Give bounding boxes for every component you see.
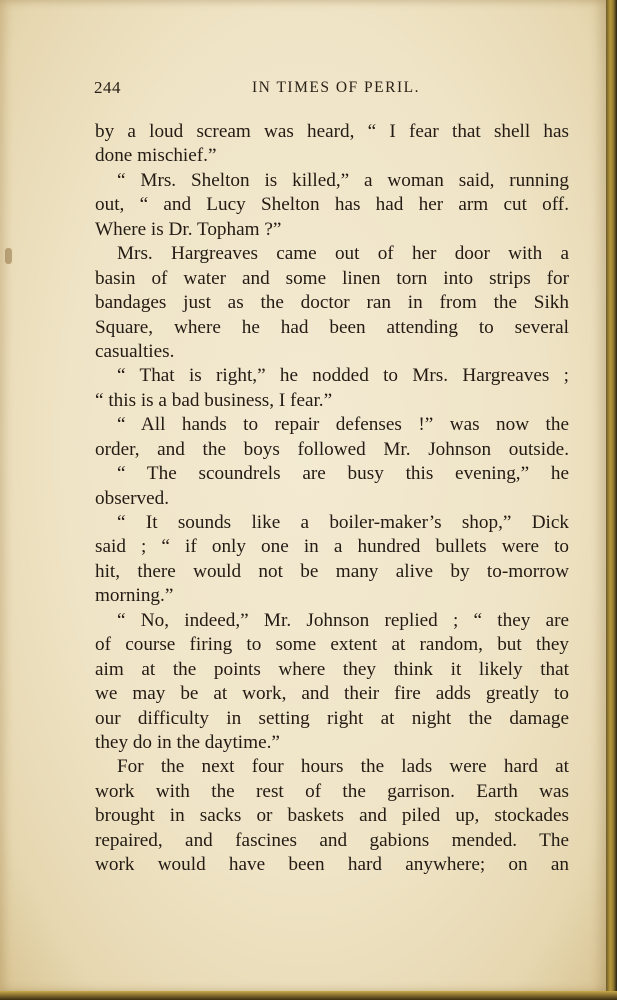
- text-line: “ this is a bad business, I fear.”: [95, 389, 333, 411]
- text-line: morning.”: [95, 585, 174, 607]
- margin-stain: [5, 248, 12, 264]
- text-line: “ That is right,” he nodded to Mrs. Hargreaves ;: [117, 365, 569, 387]
- text-line: hit, there would not be many alive by to-morrow: [95, 560, 569, 582]
- page-body-text: [95, 120, 569, 878]
- text-line: our difficulty in setting right at night the damage: [95, 707, 569, 729]
- text-line: said ; “ if only one in a hundred bullets were to: [95, 536, 569, 558]
- text-line: of course firing to some extent at random, but they: [95, 634, 569, 656]
- text-line: “ All hands to repair defenses !” was now the: [117, 414, 569, 436]
- text-line: we may be at work, and their fire adds greatly to: [95, 683, 569, 705]
- text-line: out, “ and Lucy Shelton has had her arm cut off.: [95, 194, 569, 216]
- text-line: observed.: [95, 487, 170, 509]
- text-line: they do in the daytime.”: [95, 731, 280, 753]
- text-line: “ It sounds like a boiler-maker’s shop,” Dick: [117, 512, 569, 533]
- text-line: brought in sacks or baskets and piled up, stockades: [95, 805, 569, 827]
- text-line: repaired, and fascines and gabions mended. The: [95, 829, 569, 851]
- text-line: casualties.: [95, 340, 175, 362]
- text-line: work would have been hard anywhere; on an: [95, 854, 569, 876]
- text-line: “ Mrs. Shelton is killed,” a woman said, running: [117, 169, 569, 191]
- text-line: “ The scoundrels are busy this evening,” he: [117, 463, 569, 485]
- text-line: Where is Dr. Topham ?”: [95, 218, 282, 240]
- text-line: basin of water and some linen torn into strips for: [95, 267, 569, 289]
- text-line: bandages just as the doctor ran in from the Sikh: [95, 292, 569, 314]
- text-line: order, and the boys followed Mr. Johnson outside.: [95, 438, 569, 460]
- text-line: work with the rest of the garrison. Earth was: [95, 780, 569, 802]
- text-line: Square, where he had been attending to several: [95, 316, 569, 338]
- page-number: 244: [94, 78, 121, 97]
- running-title: IN TIMES OF PERIL.: [252, 79, 420, 96]
- text-line: aim at the points where they think it likely that: [95, 658, 569, 680]
- text-line: done mischief.”: [95, 145, 217, 167]
- page-edge-right: [606, 0, 617, 1000]
- page-edge-bottom: [0, 991, 617, 1000]
- text-line: “ No, indeed,” Mr. Johnson replied ; “ they are: [117, 609, 569, 631]
- running-header: [94, 78, 578, 102]
- text-line: by a loud scream was heard, “ I fear that shell has: [95, 121, 569, 142]
- text-line: Mrs. Hargreaves came out of her door with a: [117, 243, 569, 265]
- text-line: For the next four hours the lads were hard at: [117, 756, 569, 778]
